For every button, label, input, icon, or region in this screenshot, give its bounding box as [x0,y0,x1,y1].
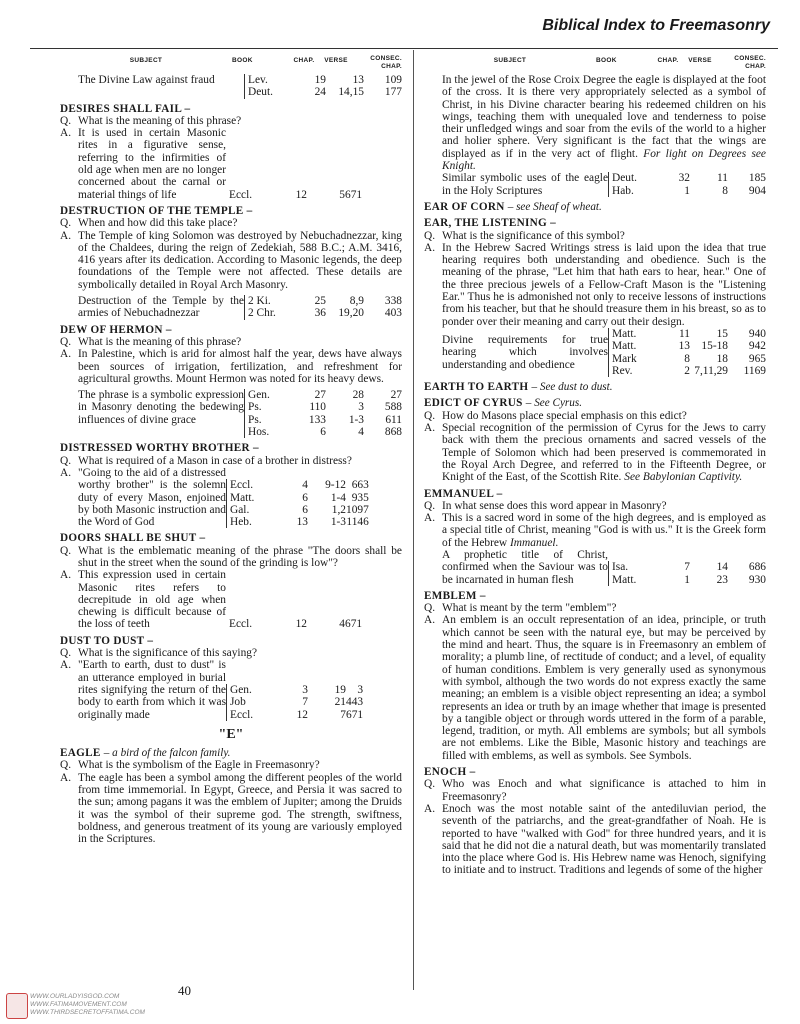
text-span: 3 [302,683,308,696]
text-span: A. [60,569,72,582]
entry-emmanuel: EMMANUEL – [424,487,503,500]
text-span: Isa. [612,561,629,574]
text-span [60,348,402,385]
text-span: EARTH TO EARTH [424,381,529,394]
text-span: 15-18 [701,340,728,353]
footer-url[interactable]: WWW.OURLADYISGOD.COM [30,993,120,1000]
text-span: 8 [684,352,690,365]
text-span [60,217,402,229]
text-span: Q. [60,647,72,660]
text-span: In the Hebrew Sacred Writings stress is laid upon the idea that true hearing requires both understanding and obedience. Such is the meaning of the phrase, "Let him that hath ears to hear, hear." One of the three precious jewels of a Fellow-Craft Mason is the "Listening Ear." Thus he is admonished not only to receive lessons of instructions from his teacher, but that he should treasure them in his breast, so as to ponder over their meaning and carry out their design. [442,241,766,328]
text-span: A. [424,512,436,525]
text-span [608,561,660,586]
text-span [608,328,660,377]
text-span [442,172,766,197]
text-span [364,389,402,438]
text-span [728,172,766,197]
text-span [60,545,402,570]
footer-url[interactable]: WWW.FATIMAMOVEMENT.COM [30,1001,127,1008]
text-span: Divine requirements for true hearing which involves understanding and obedience [442,334,608,371]
page-number: 40 [178,983,191,998]
text-span [660,561,690,586]
text-span [78,659,363,720]
text-span [60,647,402,659]
col-consec: CONSEC. CHAP. [370,55,402,70]
text-span: 177 [384,86,402,99]
site-logo-icon [6,993,28,1019]
entry-doors: DOORS SHALL BE SHUT – [60,532,206,545]
text-span: 23 [716,573,728,586]
text-span: 611 [385,413,402,426]
text-span: 12 [295,188,307,201]
text-span: 133 [308,413,326,426]
text-span: 671 [345,618,363,631]
text-span [60,127,402,201]
text-span: Q. [60,544,72,557]
text-span: What is meant by the term "emblem"? [442,602,617,615]
text-span: 1-4 [330,491,346,504]
text-span [424,500,766,512]
text-span: CONSEC. CHAP. [734,55,766,70]
text-span [442,328,766,377]
text-span [308,479,346,528]
text-span: 19 [334,683,346,696]
text-span: Ps. [248,413,262,426]
text-span [78,295,402,320]
text-span: Matt. [612,327,637,340]
text-span: 868 [384,426,402,439]
text-span [728,328,766,377]
text-span [442,422,766,483]
text-span: 1 [684,184,690,197]
text-span: In what sense does this word appear in Masonry? [442,499,667,512]
text-span: Q. [60,335,72,348]
text-span: "Going to the aid of a distressed worthy brother" is the solemn duty of every Mason, enjoined by both Masonic instruction and the Word of God [78,466,226,529]
text-span: An emblem is an occult representation of an idea, principle, or truth which cannot be seen with the natural eye, but may be perceived by the mind and heart. Thus, the square is in Freemasonry an emblem of morality; a plumb line, of rectitude of conduct; and a level, of equality of human conditions. Emblem is very generally used as synonymous with symbol, although the two words do not express exactly the same meaning; an emblem is a visible object representing an idea; a symbol represents an idea or truth by an image whether that image is presented by a tangible object or through words uttered in the form of a parable, legend, tradition, or myth. All emblems are symbols; but all symbols are not emblems. Like the Bible, Masonic history and teachings are filled with emblems, as well as symbols. See Symbols. [442,614,766,762]
text-span: Q. [424,602,436,615]
text-span [424,230,766,242]
text-span: 2 Chr. [248,307,276,320]
text-span: What is the emblematic meaning of the phrase "The doors shall be shut in the street when the sound of the grinding is low"? [78,544,402,569]
text-span: In Palestine, which is arid for almost half the year, dews have always been sources of irrigation, fertilization, and refreshment for agricultural growths. Mount Hermon was noted for its heavy dews. [78,348,402,385]
text-span: 3 [357,683,364,696]
text-span: 1-3 [330,516,346,529]
text-span [728,561,766,586]
column-divider [413,50,414,990]
text-span: When and how did this take place? [78,217,238,230]
text-span: Q. [60,759,72,772]
text-span [690,561,728,586]
entry-dust: DUST TO DUST – [60,634,154,647]
text-span [424,778,766,803]
text-span: Hos. [248,426,270,439]
text-span: 21 [334,696,346,709]
text-span: CHAP. [657,57,679,64]
text-span: 13 [352,74,364,86]
text-span: A. [424,241,436,254]
text-span [608,172,660,197]
text-span: 11 [717,172,728,185]
text-span: – see Sheaf of wheat. [507,200,602,213]
text-span [78,389,402,438]
entry-edict [424,397,766,409]
text-span: This expression used in certain Masonic rites refers to decrepitude in old age when chewing is difficult because of the loss of teeth [78,569,226,631]
text-span: 27 [390,389,402,402]
text-span: 935 [351,491,369,504]
text-span: Deut. [248,86,273,99]
text-span: A prophetic title of Christ, confirmed when the Saviour was to be incarnated in human flesh [442,548,608,586]
entry-eagle [60,747,402,759]
right-column [424,50,766,877]
text-span: The eagle has been a symbol among the different peoples of the world from time immemorial. In Egypt, Greece, and Persia it was sacred to the sun; among pagans it was the emblem of Jupiter; among the Druids it was the symbol of their supreme god. The strength, swiftness, boldness, and generous treatment of its young are variously employed in the Scriptures. [78,771,402,846]
text-span: Q. [60,217,72,230]
text-span: 904 [748,184,766,197]
text-span: In the jewel of the Rose Croix Degree the eagle is displayed at the foot of the cross. It is there very appropriately selected as a symbol of Christ, in his Divine character bearing his redeemed children on his wings, teaching them with unequaled love and tenderness to poise their unfledged wings and soar from the evils of the world to a higher and holier sphere. Very significant is the fact that the wings are displayed as if in the very act of flight. [442,74,766,160]
text-span [278,684,308,721]
text-span: A. [60,127,72,140]
text-span [326,389,364,438]
text-span: Q. [424,229,436,242]
text-span [60,115,402,127]
page-header [30,8,778,49]
text-span: – See Cyrus. [525,397,583,410]
text-span: 1169 [743,364,766,377]
text-span: Who was Enoch and what significance is attached to him in Freemasonry? [442,778,766,803]
entry-enoch: ENOCH – [424,766,476,779]
text-span: 25 [314,295,326,308]
section-letter-e: "E" [218,726,244,742]
page-title: Biblical Index to Freemasonry [542,17,770,34]
text-span: 8 [722,184,728,197]
text-span: EDICT OF CYRUS [424,397,523,410]
text-span: Q. [424,778,436,791]
text-span: Special recognition of the permission of Cyrus for the Jews to carry back with them the precious ornaments and sacred vessels of the Temple of Solomon which had been preserved is commemorated in the Royal Arch Degree, and referred to in the Fifteenth Degree, or Knight of the East, of the Scottish Rite. [442,422,766,484]
text-span [244,295,296,320]
text-span [442,549,766,586]
text-span: SUBJECT [493,57,527,64]
text-span: 588 [384,401,402,414]
text-span: Destruction of the Temple by the armies of Nebuchadnezzar [78,295,244,320]
text-span: 8,9 [349,295,364,308]
text-span [326,295,364,320]
col-verse: VERSE [324,57,348,64]
text-span: Eccl. [230,479,254,492]
text-span: What is required of a Mason in case of a brother in distress? [78,454,352,467]
text-span: The Temple of king Solomon was destroyed by Nebuchadnezzar, king of the Chaldees, during the reign of Zedekiah, 588 B.C.; A.M. 3416, 416 years after its dedication. According to Masonic legends, the deep foundations of the Temple were not affected. These details are symbolically detailed in Royal Arch Masonry. [78,229,402,291]
text-span: 1097 [346,503,369,516]
footer-urls [30,993,145,1017]
text-span: Similar symbolic uses of the eagle in the Holy Scriptures [442,172,608,197]
text-span: 671 [345,188,363,201]
text-span: 24 [314,86,326,99]
text-span: Lev. [248,74,268,86]
text-span: 403 [384,307,402,320]
text-span: EAGLE [60,747,101,760]
text-span [346,479,369,528]
text-span [424,242,766,328]
text-span: A. [60,466,72,479]
text-span: VERSE [688,57,712,64]
left-column [60,50,402,846]
text-span: 686 [748,561,766,574]
text-span [78,127,362,201]
text-span: 28 [352,389,364,402]
text-span: Rev. [612,364,633,377]
text-span: Gen. [230,683,252,696]
text-span: 4 [358,426,364,439]
text-span [226,479,278,528]
text-span: 36 [314,307,326,320]
text-span [60,230,402,291]
text-span: This is a sacred word in some of the high degrees, and is employed as a special title of Christ, meaning "God is with us." It is the Greek form of the Hebrew [442,512,766,549]
text-span: 6 [302,491,308,504]
text-span [226,684,278,721]
entry-ear-corn [424,201,766,213]
text-span: How do Masons place special emphasis on this edict? [442,409,687,422]
text-span: 13 [678,340,690,353]
text-span: 663 [351,479,369,492]
text-span: 443 [346,696,364,709]
ref-text: The Divine Law against fraud [78,74,215,86]
text-span [424,512,766,549]
text-span: 1 [684,573,690,586]
text-span: 19,20 [338,307,364,320]
text-span: A. [424,614,436,627]
text-span: 13 [296,516,308,529]
text-span: What is the symbolism of the Eagle in Freemasonry? [78,759,320,772]
col-chap: CHAP. [293,57,315,64]
text-span: 671 [346,708,364,721]
ref-divine-law [78,74,402,99]
text-span: 12 [296,708,308,721]
text-span: 4 [339,618,345,631]
text-span: 19 [314,74,326,86]
text-span [326,74,364,99]
text-span: Hab. [612,184,634,197]
col-book: BOOK [232,57,253,64]
text-span: 942 [748,340,766,353]
text-span: 15 [716,327,728,340]
text-span: 27 [314,389,326,402]
text-span: 109 [384,74,402,86]
entry-earth [424,381,766,393]
text-span: 18 [716,352,728,365]
text-span: Eccl. [229,188,253,201]
text-span [78,569,362,630]
text-span: 7 [684,561,690,574]
text-span [296,389,326,438]
text-span [424,614,766,762]
text-span [346,684,363,721]
text-span: 3 [358,401,364,414]
text-span: 14,15 [338,86,364,99]
text-span: Matt. [230,491,255,504]
text-span [60,467,402,528]
entry-distressed: DISTRESSED WORTHY BROTHER – [60,442,259,455]
text-span: – See dust to dust. [531,381,613,394]
text-span: 6 [320,426,326,439]
text-span [690,172,728,197]
text-span: 1146 [346,516,369,529]
text-span: 1,2 [331,503,346,516]
text-span [364,74,402,99]
text-span: For light on Degrees see Knight. [442,147,766,173]
text-span: "Earth to earth, dust to dust" is an utterance employed in burial rites signifying the return of the body to earth from which it was originally made [78,659,226,721]
text-span: A. [424,422,436,435]
text-span: 32 [678,172,690,185]
text-span: Q. [60,454,72,467]
text-span: 338 [384,295,402,308]
text-span: Gen. [248,389,270,402]
text-span: Matt. [612,340,637,353]
text-span [660,172,690,197]
text-span: Gal. [230,503,250,516]
text-span: See Babylonian Captivity. [624,471,743,484]
text-span [424,803,766,877]
text-span: 965 [748,352,766,365]
text-span: 185 [748,172,766,185]
text-span: 5 [339,188,345,201]
answer: It is used in certain Masonic rites in a figurative sense, referring to the infirmities of old age when men are no longer concerned about the carnal or material things of life [78,127,226,201]
text-span: 14 [716,561,728,574]
text-span: BOOK [596,57,617,64]
text-span: A. [60,229,72,242]
entry-emblem: EMBLEM – [424,589,486,602]
text-span [296,295,326,320]
text-span: 4 [302,479,308,492]
text-span: What is the significance of this saying? [78,647,258,660]
text-span: Job [230,696,246,709]
text-span [60,772,402,846]
text-span: 7,11,29 [694,364,728,377]
text-span [244,389,296,438]
text-span: 7 [340,708,346,721]
question: What is the meaning of this phrase? [78,114,242,127]
text-span: EAR OF CORN [424,200,505,213]
text-span: A. [60,771,72,784]
text-span: 940 [748,327,766,340]
text-span [60,569,402,630]
text-span: Q. [424,499,436,512]
text-span: 1-3 [348,413,364,426]
text-span [60,659,402,720]
text-span [278,479,308,528]
text-span: Mark [612,352,637,365]
text-span: 12 [295,618,307,631]
text-span [364,295,402,320]
text-span: What is the meaning of this phrase? [78,335,242,348]
text-span: A. [60,348,72,361]
entry-destruction: DESTRUCTION OF THE TEMPLE – [60,204,253,217]
text-span: 2 [684,364,690,377]
text-span [442,512,766,549]
text-span [690,328,728,377]
text-span: A. [424,802,436,815]
text-span [296,74,326,99]
entry-dew: DEW OF HERMON – [60,323,172,336]
text-span [60,759,402,771]
entry-ear-listening: EAR, THE LISTENING – [424,217,557,230]
text-span: 9-12 [325,479,346,492]
text-span: 6 [302,503,308,516]
text-span [424,410,766,422]
text-span: The phrase is a symbolic expression in Masonry denoting the bedewing influences of divine grace [78,389,244,426]
col-subject: SUBJECT [129,57,163,64]
text-span: Eccl. [229,618,253,631]
text-span [244,74,296,99]
text-span: 110 [309,401,326,414]
entry-desires: DESIRES SHALL FAIL – [60,102,191,115]
footer-url[interactable]: WWW.THIRDSECRETOFFATIMA.COM [30,1009,145,1016]
text-span [424,422,766,483]
text-span: 930 [748,573,766,586]
text-span: Matt. [612,573,637,586]
text-span: Heb. [230,516,252,529]
text-span [660,328,690,377]
text-span [60,455,402,467]
text-span: Ps. [248,401,262,414]
text-span [60,336,402,348]
text-span: 11 [679,327,690,340]
page-footer [0,985,800,1024]
text-span: What is the significance of this symbol? [442,229,625,242]
text-span: Enoch was the most notable saint of the antediluvian period, the seventh of the patriarchs, and the great-grandfather of Noah. He is reported to have "walked with God" for three hundred years, and it is said that he did not die a natural death, but was momentarily translated into the place where God is. His Hebrew name was Henoch, signifying to initiate and to instruct. Traditions and legends of some of the higher [442,802,766,877]
eagle-continued [424,74,766,172]
text-span [424,602,766,614]
text-span: Eccl. [230,708,254,721]
text-span: 7 [302,696,308,709]
text-span [308,684,346,721]
column-header-right [424,50,766,74]
text-span: 2 Ki. [248,295,271,308]
text-span: Deut. [612,172,637,185]
text-span: Q. [60,114,72,127]
text-span: A. [60,659,72,672]
text-span: Q. [424,409,436,422]
text-span: – a bird of the falcon family. [103,747,231,760]
column-header [60,50,402,74]
text-span: Immanuel. [510,536,559,549]
text-span [78,467,369,528]
